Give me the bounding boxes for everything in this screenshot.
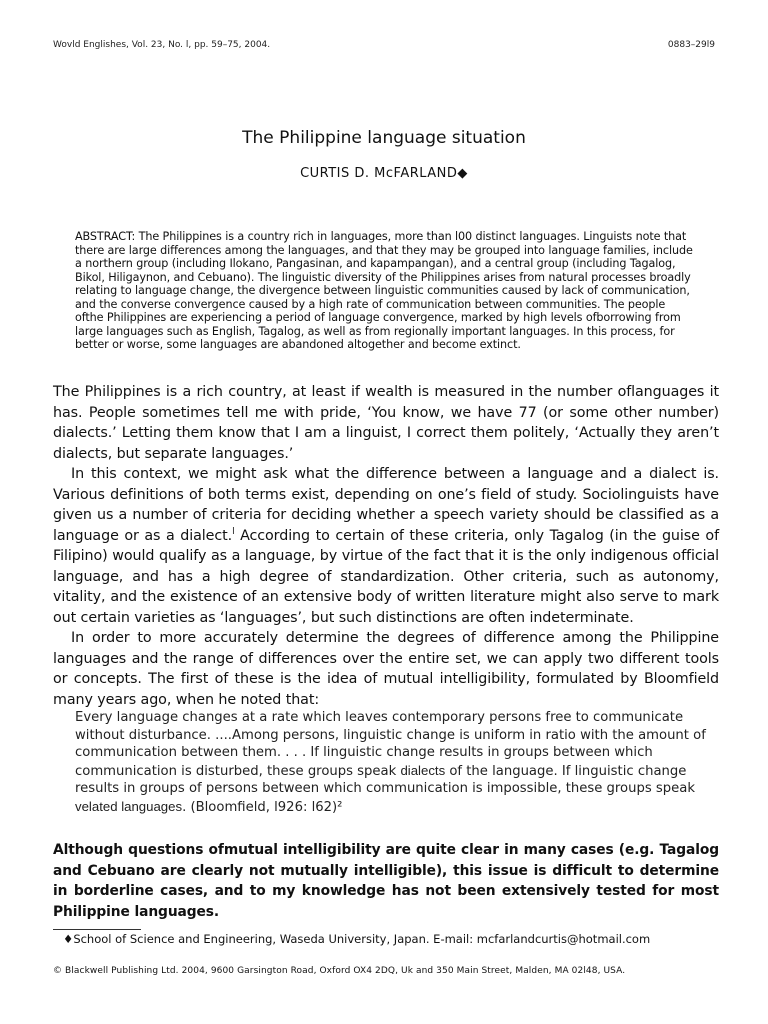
abstract — [75, 230, 695, 352]
paragraph-2-part-a: In this context, we might ask what the difference between a language and a dialect is. Various definitions of both terms exist, depending on one’s field of study. Sociolinguists have given us a number of criteria for deciding whether a speech variety should be classified as a language or as a dialect. — [53, 466, 719, 544]
quote-part-a: Every language changes at a rate which leaves contemporary persons free to communicate without disturbance. ....Among persons, linguistic change is uniform in ratio with the amount of communication between them. . . . If linguistic change results in groups between which communication is disturbed, these groups speak — [75, 710, 706, 779]
paragraph-2-part-b: According to certain of these criteria, only Tagalog (in the guise of Filipino) would qualify as a language, by virtue of the fact that it is the only indigenous official language, and has a high degree of standardization. Other criteria, such as autonomy, vitality, and the existence of an extensive body of written literature might also serve to mark out certain varieties as ‘languages’, but such distinctions are often indeterminate. — [53, 527, 719, 626]
author-name: CURTIS D. McFARLAND — [300, 166, 458, 181]
paragraph-1: The Philippines is a rich country, at least if wealth is measured in the number oflanguages it has. People sometimes tell me with pride, ‘You know, we have 77 (or some other number) dialects.’ Letting them know that I am a linguist, I correct them politely, ‘Actually they aren’t dialects, but separate languages.’ — [53, 384, 719, 462]
quote-term-dialects: dialects — [400, 762, 446, 778]
footnote-text: School of Science and Engineering, Waseda University, Japan. E-mail: mcfarlandcurtis@hotmail.com — [73, 932, 651, 946]
endnote-marker[interactable]: l — [232, 526, 235, 537]
body-section-2 — [53, 840, 719, 922]
issn: 0883–29l9 — [667, 40, 715, 50]
footnote-mark: ♦ — [63, 932, 74, 946]
body-section-1 — [53, 382, 719, 710]
quote-term-related-languages: velated languages — [75, 798, 183, 814]
footnote-divider — [53, 929, 141, 930]
journal-citation: Wovld Englishes, Vol. 23, No. l, pp. 59–75, 2004. — [53, 40, 271, 50]
author-line — [0, 166, 768, 181]
article-title: The Philippine language situation — [242, 128, 526, 148]
author-footnote-mark: ◆ — [457, 166, 468, 181]
paragraph-3: In order to more accurately determine the degrees of difference among the Philippine languages and the range of differences over the entire set, we can apply two different tools or concepts. The first of these is the idea of mutual intelligibility, formulated by Bloomfield many years ago, when he noted that: — [53, 630, 719, 708]
copyright-line: © Blackwell Publishing Ltd. 2004, 9600 Garsington Road, Oxford OX4 2DQ, Uk and 350 Main Street, Malden, MA 02l48, USA. — [53, 966, 626, 976]
abstract-label: ABSTRACT — [75, 230, 132, 243]
abstract-text: : The Philippines is a country rich in languages, more than l00 distinct languages. Linguists note that there are large differences among the languages, and that they may be grouped into language families, include a northern group (including Ilokano, Pangasinan, and kapampangan), and a central group (including Tagalog, Bikol, Hiligaynon, and Cebuano). The linguistic diversity of the Philippines arises from natural processes broadly relating to language change, the divergence between linguistic communities caused by lack of communication, and the converse convergence caused by a high rate of communication between communities. The people ofthe Philippines are experiencing a period of language convergence, marked by high levels ofborrowing from large languages such as English, Tagalog, as well as from regionally important languages. In this process, for better or worse, some languages are abandoned altogether and become extinct. — [75, 230, 693, 351]
quote-part-b: of the language. If linguistic change results in groups of persons between which communication is impossible, these groups speak — [75, 763, 695, 796]
block-quote — [75, 709, 720, 816]
paragraph-2 — [53, 464, 719, 628]
paragraph-4: Although questions ofmutual intelligibility are quite clear in many cases (e.g. Tagalog and Cebuano are clearly not mutually intelligible), this issue is difficult to determine in borderline cases, and to my knowledge has not been extensively tested for most Philippine languages. — [53, 842, 719, 920]
footnote — [63, 932, 650, 946]
quote-citation: . (Bloomfield, l926: l62)² — [182, 799, 343, 815]
